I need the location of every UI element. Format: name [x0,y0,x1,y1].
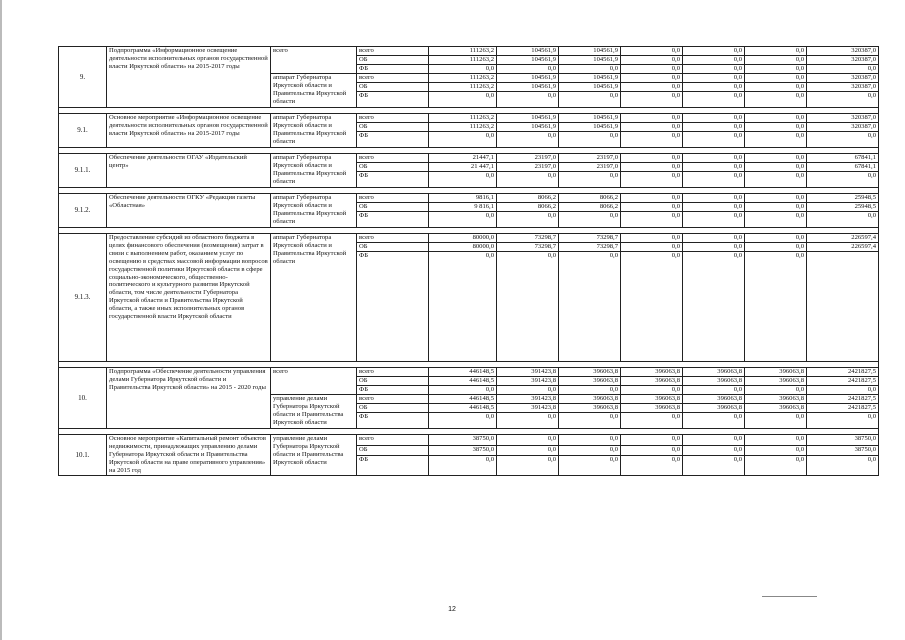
amount-cell: 0,0 [683,132,745,148]
amount-cell: 0,0 [683,252,745,362]
amount-cell: 226597,4 [807,243,879,252]
row-number: 10. [59,368,107,429]
amount-cell: 0,0 [745,47,807,56]
amount-cell: 0,0 [745,65,807,74]
amount-cell: 0,0 [683,74,745,83]
amount-cell: 0,0 [745,132,807,148]
amount-cell: 320387,0 [807,83,879,92]
funding-source-cell: ФБ [357,456,429,475]
table-row [59,194,879,203]
amount-cell: 111263,2 [429,47,497,56]
amount-cell: 0,0 [745,154,807,163]
amount-cell: 396063,8 [745,395,807,404]
footer-rule [762,596,817,597]
amount-cell: 0,0 [429,212,497,228]
amount-cell: 0,0 [497,212,559,228]
funding-source-cell: ФБ [357,413,429,429]
amount-cell: 0,0 [683,386,745,395]
amount-cell: 446148,5 [429,368,497,377]
amount-cell: 0,0 [497,435,559,446]
funding-source-cell: всего [357,435,429,446]
row-number: 10.1. [59,435,107,476]
amount-cell: 320387,0 [807,114,879,123]
amount-cell: 23197,0 [559,154,621,163]
amount-cell: 391423,8 [497,377,559,386]
executor-cell: аппарат Губернатора Иркутской области и Правительства Иркутской области [271,194,357,228]
table-row [59,368,879,377]
amount-cell: 396063,8 [559,368,621,377]
amount-cell: 0,0 [683,163,745,172]
funding-source-cell: ОБ [357,243,429,252]
amount-cell: 0,0 [683,445,745,456]
amount-cell: 0,0 [683,243,745,252]
amount-cell: 0,0 [745,163,807,172]
amount-cell: 0,0 [683,65,745,74]
amount-cell: 0,0 [745,456,807,475]
amount-cell: 0,0 [745,114,807,123]
amount-cell: 0,0 [683,203,745,212]
amount-cell: 396063,8 [683,404,745,413]
amount-cell: 2421827,5 [807,404,879,413]
amount-cell: 0,0 [497,132,559,148]
amount-cell: 8066,2 [497,203,559,212]
amount-cell: 0,0 [429,65,497,74]
amount-cell: 8066,2 [559,194,621,203]
row-number: 9.1.2. [59,194,107,228]
amount-cell: 0,0 [621,172,683,188]
amount-cell: 0,0 [745,83,807,92]
amount-cell: 25948,5 [807,203,879,212]
amount-cell: 0,0 [497,92,559,108]
amount-cell: 0,0 [745,74,807,83]
table-row [59,234,879,243]
amount-cell: 0,0 [745,413,807,429]
amount-cell: 396063,8 [683,395,745,404]
amount-cell: 0,0 [621,154,683,163]
funding-source-cell: ФБ [357,92,429,108]
amount-cell: 396063,8 [559,377,621,386]
amount-cell: 0,0 [429,132,497,148]
funding-source-cell: ФБ [357,386,429,395]
amount-cell: 0,0 [621,212,683,228]
amount-cell: 0,0 [745,203,807,212]
executor-cell: аппарат Губернатора Иркутской области и Правительства Иркутской области [271,234,357,362]
amount-cell: 0,0 [559,92,621,108]
table-row [59,154,879,163]
amount-cell: 67841,1 [807,163,879,172]
amount-cell: 0,0 [621,132,683,148]
amount-cell: 2421827,5 [807,368,879,377]
amount-cell: 396063,8 [683,377,745,386]
amount-cell: 8066,2 [559,203,621,212]
funding-source-cell: всего [357,114,429,123]
funding-source-cell: ФБ [357,172,429,188]
amount-cell: 0,0 [745,234,807,243]
amount-cell: 104561,9 [497,74,559,83]
amount-cell: 0,0 [745,212,807,228]
amount-cell: 0,0 [621,47,683,56]
amount-cell: 0,0 [559,252,621,362]
table-row [59,114,879,123]
amount-cell: 0,0 [683,456,745,475]
amount-cell: 2421827,5 [807,395,879,404]
amount-cell: 396063,8 [745,377,807,386]
measure-description: Обеспечение деятельности ОГАУ «Издательский центр» [107,154,271,188]
amount-cell: 0,0 [621,413,683,429]
amount-cell: 0,0 [559,212,621,228]
row-number: 9. [59,47,107,108]
amount-cell: 111263,2 [429,83,497,92]
amount-cell: 0,0 [807,172,879,188]
amount-cell: 0,0 [745,56,807,65]
amount-cell: 0,0 [683,123,745,132]
amount-cell: 0,0 [621,163,683,172]
funding-source-cell: ОБ [357,163,429,172]
amount-cell: 0,0 [807,65,879,74]
amount-cell: 0,0 [621,243,683,252]
amount-cell: 0,0 [497,252,559,362]
amount-cell: 0,0 [621,65,683,74]
amount-cell: 80000,0 [429,243,497,252]
amount-cell: 111263,2 [429,74,497,83]
row-number: 9.1. [59,114,107,148]
amount-cell: 9816,1 [429,194,497,203]
amount-cell: 396063,8 [621,404,683,413]
amount-cell: 0,0 [683,435,745,446]
funding-source-cell: ФБ [357,212,429,228]
amount-cell: 0,0 [497,456,559,475]
amount-cell: 320387,0 [807,56,879,65]
amount-cell: 0,0 [745,252,807,362]
amount-cell: 0,0 [807,456,879,475]
amount-cell: 67841,1 [807,154,879,163]
amount-cell: 0,0 [745,243,807,252]
executor-cell: всего [271,47,357,74]
amount-cell: 0,0 [621,194,683,203]
amount-cell: 0,0 [807,132,879,148]
funding-source-cell: всего [357,47,429,56]
amount-cell: 111263,2 [429,114,497,123]
amount-cell: 0,0 [559,132,621,148]
amount-cell: 104561,9 [559,47,621,56]
amount-cell: 0,0 [621,445,683,456]
amount-cell: 2421827,5 [807,377,879,386]
amount-cell: 0,0 [429,413,497,429]
amount-cell: 0,0 [621,74,683,83]
funding-source-cell: ОБ [357,404,429,413]
funding-source-cell: всего [357,154,429,163]
amount-cell: 104561,9 [559,83,621,92]
amount-cell: 23197,0 [497,163,559,172]
funding-source-cell: ОБ [357,56,429,65]
amount-cell: 0,0 [621,435,683,446]
measure-description: Обеспечение деятельности ОГКУ «Редакция газеты «Областная» [107,194,271,228]
amount-cell: 0,0 [559,65,621,74]
executor-cell: аппарат Губернатора Иркутской области и Правительства Иркутской области [271,114,357,148]
measure-description: Подпрограмма «Информационное освещение деятельности исполнительных органов государственной власти Иркутской области» на 2015-2017 годы [107,47,271,108]
amount-cell: 0,0 [683,154,745,163]
amount-cell: 0,0 [621,83,683,92]
amount-cell: 0,0 [497,445,559,456]
amount-cell: 104561,9 [559,114,621,123]
amount-cell: 0,0 [745,172,807,188]
amount-cell: 23197,0 [497,154,559,163]
funding-source-cell: ФБ [357,132,429,148]
amount-cell: 38750,0 [807,435,879,446]
amount-cell: 0,0 [429,252,497,362]
amount-cell: 0,0 [745,386,807,395]
amount-cell: 104561,9 [559,56,621,65]
amount-cell: 38750,0 [429,435,497,446]
funding-source-cell: ОБ [357,377,429,386]
measure-description: Основное мероприятие «Информационное освещение деятельности исполнительных органов государственной власти Иркутской области» на 2015-2017 годы [107,114,271,148]
amount-cell: 320387,0 [807,47,879,56]
funding-source-cell: всего [357,395,429,404]
amount-cell: 320387,0 [807,74,879,83]
amount-cell: 396063,8 [559,404,621,413]
amount-cell: 446148,5 [429,404,497,413]
funding-source-cell: всего [357,194,429,203]
amount-cell: 391423,8 [497,404,559,413]
amount-cell: 21 447,1 [429,163,497,172]
funding-source-cell: ФБ [357,252,429,362]
amount-cell: 0,0 [807,413,879,429]
table-row [59,47,879,56]
amount-cell: 396063,8 [621,395,683,404]
amount-cell: 0,0 [683,172,745,188]
funding-source-cell: ФБ [357,65,429,74]
amount-cell: 111263,2 [429,123,497,132]
amount-cell: 0,0 [683,413,745,429]
amount-cell: 396063,8 [745,404,807,413]
amount-cell: 0,0 [807,212,879,228]
amount-cell: 21447,1 [429,154,497,163]
funding-source-cell: всего [357,74,429,83]
table-row [59,435,879,446]
amount-cell: 0,0 [683,114,745,123]
executor-cell: управление делами Губернатора Иркутской области и Правительства Иркутской области [271,435,357,476]
amount-cell: 0,0 [429,92,497,108]
executor-cell: аппарат Губернатора Иркутской области и Правительства Иркутской области [271,74,357,108]
measure-description: Подпрограмма «Обеспечение деятельности управления делами Губернатора Иркутской области и Правительства Иркутской области» на 2015 - 2020 годы [107,368,271,429]
amount-cell: 0,0 [621,56,683,65]
row-number: 9.1.1. [59,154,107,188]
amount-cell: 0,0 [559,456,621,475]
amount-cell: 0,0 [559,172,621,188]
amount-cell: 104561,9 [497,114,559,123]
funding-source-cell: всего [357,368,429,377]
amount-cell: 0,0 [807,386,879,395]
amount-cell: 0,0 [683,83,745,92]
funding-source-cell: ОБ [357,203,429,212]
funding-table [58,46,879,476]
amount-cell: 0,0 [497,172,559,188]
amount-cell: 0,0 [807,92,879,108]
amount-cell: 391423,8 [497,368,559,377]
amount-cell: 0,0 [559,445,621,456]
amount-cell [807,252,879,362]
funding-source-cell: всего [357,234,429,243]
amount-cell: 104561,9 [497,47,559,56]
amount-cell: 0,0 [683,56,745,65]
amount-cell: 396063,8 [559,395,621,404]
amount-cell: 0,0 [497,386,559,395]
scan-edge [0,0,2,640]
amount-cell: 0,0 [745,92,807,108]
amount-cell: 0,0 [621,252,683,362]
amount-cell: 226597,4 [807,234,879,243]
amount-cell: 38750,0 [807,445,879,456]
amount-cell: 0,0 [429,172,497,188]
amount-cell: 8066,2 [497,194,559,203]
amount-cell: 0,0 [621,386,683,395]
amount-cell: 0,0 [683,234,745,243]
amount-cell: 104561,9 [497,56,559,65]
amount-cell: 0,0 [683,92,745,108]
amount-cell: 0,0 [429,386,497,395]
amount-cell: 446148,5 [429,377,497,386]
amount-cell: 0,0 [497,413,559,429]
amount-cell: 73298,7 [559,234,621,243]
row-number: 9.1.3. [59,234,107,362]
amount-cell: 320387,0 [807,123,879,132]
amount-cell: 396063,8 [621,377,683,386]
funding-source-cell: ОБ [357,83,429,92]
amount-cell: 0,0 [683,47,745,56]
amount-cell: 446148,5 [429,395,497,404]
amount-cell: 0,0 [621,456,683,475]
amount-cell: 111263,2 [429,56,497,65]
amount-cell: 0,0 [559,435,621,446]
amount-cell: 396063,8 [683,368,745,377]
amount-cell: 396063,8 [621,368,683,377]
amount-cell: 0,0 [497,65,559,74]
amount-cell: 25948,5 [807,194,879,203]
amount-cell: 0,0 [429,456,497,475]
amount-cell: 0,0 [745,445,807,456]
amount-cell: 0,0 [621,92,683,108]
executor-cell: всего [271,368,357,395]
executor-cell: управление делами Губернатора Иркутской области и Правительства Иркутской области [271,395,357,429]
amount-cell: 73298,7 [559,243,621,252]
amount-cell: 0,0 [745,194,807,203]
measure-description: Предоставление субсидий из областного бюджета в целях финансового обеспечения (возмещения) затрат в связи с выполнением работ, оказанием услуг по освещению в средствах массовой информации вопросов государственной политики Иркутской области в сфере социально-экономического, общественно-политического и культурного развития Иркутской области, том числе деятельности Губернатора Иркутской области и Правительства Иркутской области, а также иных исполнительных органов государственной власти Иркутской области [107,234,271,362]
executor-cell: аппарат Губернатора Иркутской области и Правительства Иркутской области [271,154,357,188]
amount-cell: 0,0 [621,114,683,123]
amount-cell: 0,0 [683,212,745,228]
amount-cell: 0,0 [621,123,683,132]
funding-source-cell: ОБ [357,123,429,132]
amount-cell: 104561,9 [559,74,621,83]
amount-cell: 0,0 [745,435,807,446]
amount-cell: 23197,0 [559,163,621,172]
amount-cell: 104561,9 [497,83,559,92]
amount-cell: 0,0 [621,234,683,243]
amount-cell: 9 816,1 [429,203,497,212]
amount-cell: 391423,8 [497,395,559,404]
amount-cell: 0,0 [745,123,807,132]
amount-cell: 73298,7 [497,243,559,252]
amount-cell: 104561,9 [559,123,621,132]
amount-cell: 73298,7 [497,234,559,243]
amount-cell: 80000,0 [429,234,497,243]
amount-cell: 104561,9 [497,123,559,132]
page-number: 12 [448,606,456,613]
amount-cell: 0,0 [683,194,745,203]
amount-cell: 38750,0 [429,445,497,456]
amount-cell: 0,0 [621,203,683,212]
amount-cell: 0,0 [559,413,621,429]
amount-cell: 396063,8 [745,368,807,377]
measure-description: Основное мероприятие «Капитальный ремонт объектов недвижимости, принадлежащих управлению делами Губернатора Иркутской области и Правительства Иркутской области на праве оперативного управления» на 2015 год [107,435,271,476]
amount-cell: 0,0 [559,386,621,395]
funding-source-cell: ОБ [357,445,429,456]
